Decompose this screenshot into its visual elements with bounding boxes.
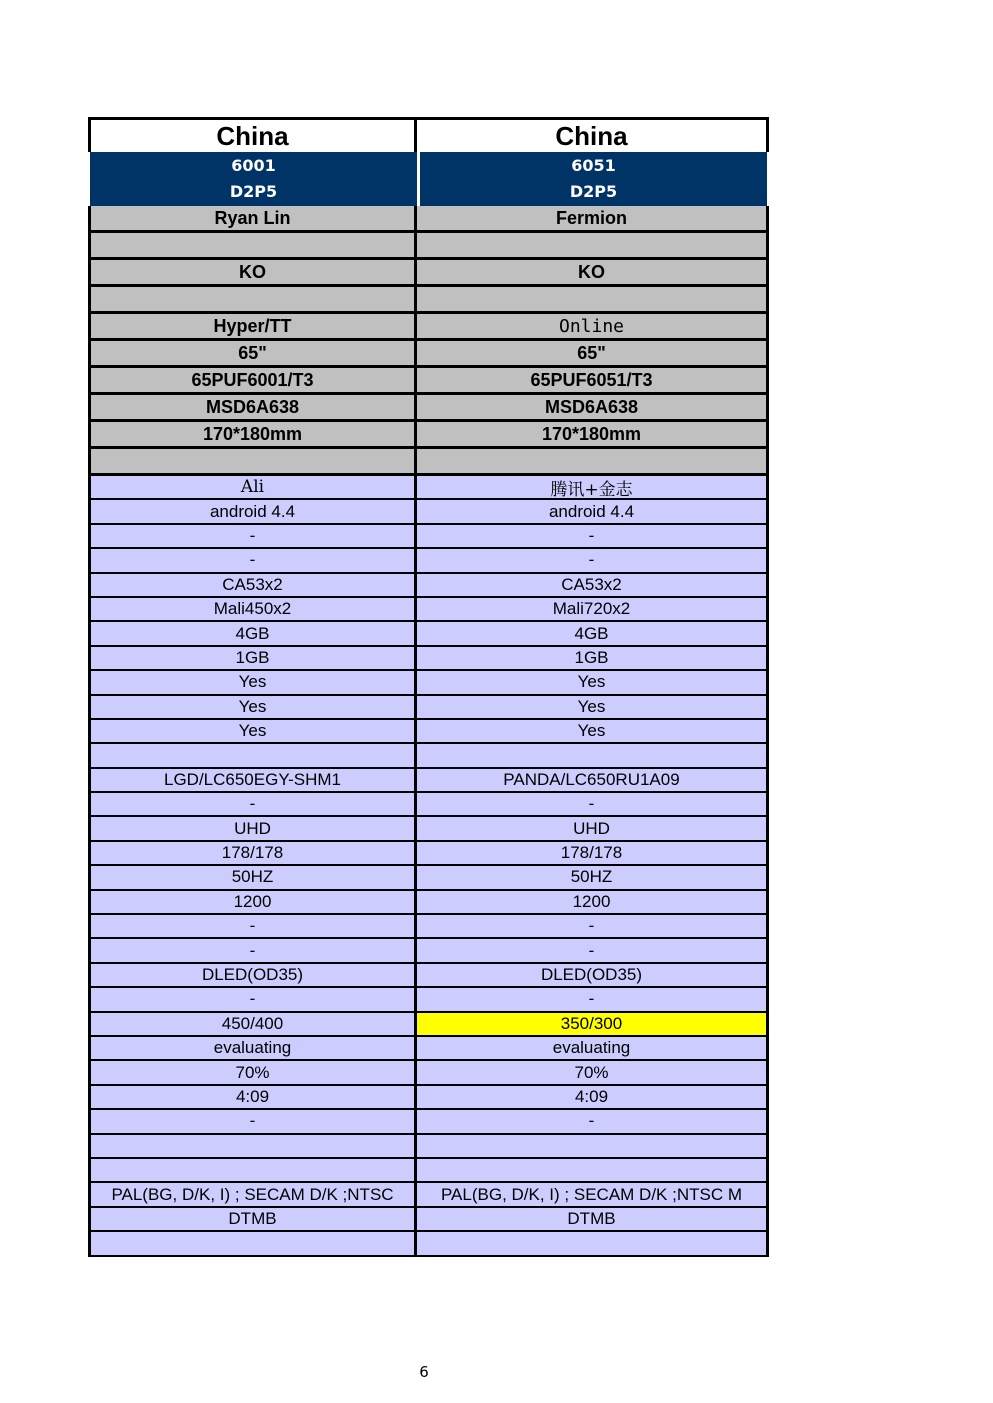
table-cell: MSD6A638 (417, 395, 769, 422)
table-cell: 170*180mm (88, 422, 417, 449)
table-row (88, 574, 769, 598)
table-cell: Ali (88, 476, 417, 500)
table-cell: Yes (417, 696, 769, 720)
table-cell: - (417, 525, 769, 549)
table-row (88, 1208, 769, 1232)
table-cell (417, 287, 769, 314)
table-row (88, 720, 769, 744)
table-cell (417, 233, 769, 260)
table-cell: - (88, 549, 417, 573)
table-cell: 70% (88, 1061, 417, 1085)
table-cell: 腾讯+金志 (417, 476, 769, 500)
table-cell: 350/300 (417, 1013, 769, 1037)
table-row (88, 341, 769, 368)
table-row (88, 233, 769, 260)
table-cell: - (88, 525, 417, 549)
table-row (88, 1013, 769, 1037)
table-row (88, 549, 769, 573)
table-cell: - (417, 1110, 769, 1134)
table-cell (417, 1159, 769, 1183)
table-row (88, 1037, 769, 1061)
table-cell: 50HZ (88, 866, 417, 890)
table-cell: 178/178 (417, 842, 769, 866)
table-row (88, 915, 769, 939)
table-row (88, 368, 769, 395)
table-row (88, 395, 769, 422)
table-cell: DLED(OD35) (88, 964, 417, 988)
table-cell: 70% (417, 1061, 769, 1085)
table-cell: Ryan Lin (88, 206, 417, 233)
table-cell (88, 233, 417, 260)
table-row (88, 1061, 769, 1085)
table-cell: 450/400 (88, 1013, 417, 1037)
table-cell: Yes (417, 720, 769, 744)
table-cell (88, 744, 417, 768)
spec-table (88, 117, 769, 1257)
gray-section (88, 206, 769, 476)
table-row (88, 598, 769, 622)
table-cell: - (88, 988, 417, 1012)
table-cell: Yes (88, 720, 417, 744)
table-cell: - (88, 1110, 417, 1134)
table-cell: evaluating (88, 1037, 417, 1061)
table-cell: UHD (88, 817, 417, 841)
page-number: 6 (419, 1363, 429, 1381)
table-cell (417, 744, 769, 768)
table-cell: 1200 (417, 891, 769, 915)
model-variant: D2P5 (229, 182, 278, 201)
table-cell: PAL(BG, D/K, I) ; SECAM D/K ;NTSC M (417, 1183, 769, 1207)
country-cell: China (555, 120, 628, 151)
table-row (88, 525, 769, 549)
table-cell (88, 1159, 417, 1183)
table-cell (88, 1232, 417, 1256)
model-variant: D2P5 (569, 182, 618, 201)
table-row (88, 422, 769, 449)
table-row (88, 476, 769, 500)
table-row (88, 622, 769, 646)
table-cell: UHD (417, 817, 769, 841)
table-cell: 4GB (88, 622, 417, 646)
table-cell (88, 287, 417, 314)
table-cell: 1GB (417, 647, 769, 671)
table-cell: Yes (88, 671, 417, 695)
table-cell: 4:09 (417, 1086, 769, 1110)
table-cell: CA53x2 (88, 574, 417, 598)
model-number: 6001 (231, 156, 276, 175)
country-row (88, 117, 769, 152)
table-cell (88, 1135, 417, 1159)
table-row (88, 939, 769, 963)
table-row (88, 647, 769, 671)
table-row (88, 1183, 769, 1207)
table-cell: - (417, 939, 769, 963)
table-row (88, 671, 769, 695)
table-cell: 170*180mm (417, 422, 769, 449)
table-row (88, 314, 769, 341)
table-cell: LGD/LC650EGY-SHM1 (88, 769, 417, 793)
country-cell: China (91, 120, 417, 152)
table-cell: 65PUF6051/T3 (417, 368, 769, 395)
table-row (88, 842, 769, 866)
table-cell (417, 449, 769, 476)
table-cell: 65" (417, 341, 769, 368)
table-cell: - (417, 988, 769, 1012)
table-row (88, 891, 769, 915)
table-row (88, 988, 769, 1012)
table-cell: - (88, 793, 417, 817)
table-cell: CA53x2 (417, 574, 769, 598)
table-cell: - (417, 793, 769, 817)
table-cell: - (88, 915, 417, 939)
table-row (88, 287, 769, 314)
table-cell: 50HZ (417, 866, 769, 890)
model-cell (90, 152, 417, 206)
table-cell: Yes (417, 671, 769, 695)
table-row (88, 793, 769, 817)
table-cell: 1GB (88, 647, 417, 671)
table-cell: 4:09 (88, 1086, 417, 1110)
table-cell: 4GB (417, 622, 769, 646)
table-cell: KO (88, 260, 417, 287)
table-cell: Hyper/TT (88, 314, 417, 341)
table-cell: 65PUF6001/T3 (88, 368, 417, 395)
table-cell: - (88, 939, 417, 963)
table-cell: DTMB (417, 1208, 769, 1232)
table-cell (417, 1135, 769, 1159)
table-row (88, 1110, 769, 1134)
table-cell: Mali720x2 (417, 598, 769, 622)
table-row (88, 1159, 769, 1183)
table-cell: MSD6A638 (88, 395, 417, 422)
table-cell: PAL(BG, D/K, I) ; SECAM D/K ;NTSC (88, 1183, 417, 1207)
table-cell (417, 1232, 769, 1256)
table-cell: 65" (88, 341, 417, 368)
table-cell: - (417, 549, 769, 573)
table-row (88, 500, 769, 524)
table-cell: 178/178 (88, 842, 417, 866)
table-cell: 1200 (88, 891, 417, 915)
table-row (88, 449, 769, 476)
table-row (88, 696, 769, 720)
lavender-section (88, 476, 769, 1257)
table-row (88, 964, 769, 988)
table-row (88, 769, 769, 793)
table-row (88, 260, 769, 287)
table-cell: android 4.4 (88, 500, 417, 524)
table-row (88, 744, 769, 768)
table-cell: Yes (88, 696, 417, 720)
table-cell: evaluating (417, 1037, 769, 1061)
table-cell: DLED(OD35) (417, 964, 769, 988)
table-row (88, 866, 769, 890)
table-cell: - (417, 915, 769, 939)
table-row (88, 817, 769, 841)
table-row (88, 206, 769, 233)
model-cell (420, 152, 767, 206)
table-row (88, 1232, 769, 1256)
table-row (88, 1086, 769, 1110)
table-cell: KO (417, 260, 769, 287)
model-number: 6051 (571, 156, 616, 175)
table-row (88, 1135, 769, 1159)
table-cell: Mali450x2 (88, 598, 417, 622)
model-row (88, 152, 769, 206)
table-cell: Online (417, 314, 769, 341)
table-cell: android 4.4 (417, 500, 769, 524)
table-cell: Fermion (417, 206, 769, 233)
table-cell (88, 449, 417, 476)
table-cell: DTMB (88, 1208, 417, 1232)
table-cell: PANDA/LC650RU1A09 (417, 769, 769, 793)
